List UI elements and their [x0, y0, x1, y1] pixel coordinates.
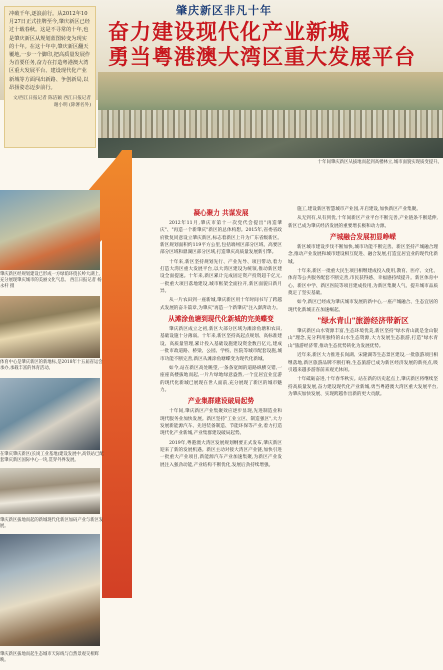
- article-column-2: [288, 206, 438, 400]
- article-paragraph: 十年间,肇庆新区产业集聚效应逐步显现,先进制造业和现代服务业加快发展。新区坚持"工业立区、制造强区",大力发展新能源汽车、先进装备制造、节能环保等产业,着力打造现代化产业新城,产业集群建设破局起势。: [160, 409, 282, 437]
- photo-caption-5: 肇庆新区拔地而起生态城市天际线与自然景观交相辉映。: [0, 652, 99, 663]
- photo-caption-4: 肇庆新区拔地而起的新城现代化新区加码产业与新区发展。: [0, 518, 104, 529]
- section-subheading: 凝心聚力 共谋发展: [193, 209, 249, 217]
- article-paragraph: 2012年11月,肇庆市第十一次党代会提出"再造肇庆"、"再造一个新肇庆"新区的总体构想。2015年,省委省政府批复同意设立肇庆新区,标志着新区上升为广东省级新区。新区规划面积约119平方公里,包括端州区部分区域、高要区部分区域和鼎湖区部分区域,打造肇庆高质量发展新引擎。: [160, 221, 282, 256]
- section-subheading: 产城融合发展初显峥嵘: [330, 233, 396, 242]
- article-paragraph: 十年砥砺奋进,十年春华秋实。站在新的历史起点上,肇庆新区将继续坚持高质量发展,奋力建设现代化产业新城,勇当粤港澳大湾区重大发展平台,为肇庆加快发展、实现跨越作出新的更大贡献。: [288, 377, 438, 397]
- article-column-1: [160, 206, 282, 471]
- article-paragraph: 肇庆新区山水资源丰富,生态环境优美,新区坚持"绿水青山就是金山银山"理念,充分利用独特的山水生态资源,大力发展生态旅游,打造"绿水青山"旅游经济带,推动生态优势转化为发展优势。: [288, 329, 438, 349]
- article-paragraph: 施工,建设新区智慧城市产业园,开启建设,加快新区产业集聚。: [297, 207, 421, 212]
- city-road: [98, 138, 443, 158]
- article-paragraph: 如今,新区已经成为肇庆城市发展的新中心,一座产城融合、生态宜居的现代化新城正在加速崛起。: [288, 300, 438, 313]
- section-subheading: 产业集群建设破局起势: [188, 397, 254, 406]
- article-paragraph: 2019年,粤港澳大湾区发展规划纲要正式发布,肇庆新区迎来了新的发展机遇。新区主动对接大湾区产业链,加快引进一批重大产业项目,新能源汽车产业加速集聚,为新区产业发展注入强劲动能,产业结构不断优化,发展后劲持续增强。: [160, 440, 282, 468]
- intro-credit: 文/西江日报记者 陈洁颖 西江日报记者 谢小明 (除署名外): [13, 96, 91, 108]
- page-kicker: 肇庆新区非凡十年: [176, 4, 272, 17]
- headline-line-1: 奋力建设现代化产业新城: [108, 19, 350, 44]
- article-paragraph: 从一片农田到一座新城,肇庆新区用十年时间书写了跨越式发展的奋斗篇章,为肇庆"再造一个新肇庆"注入澎湃动力。: [160, 298, 282, 311]
- article-paragraph: 从无到有,从有到优,十年间新区产业平台不断完善,产业链条不断延伸,新区已成为肇庆经济发展的重要增长极和动力源。: [288, 216, 438, 229]
- article-paragraph: 如今,站在新区高处眺望,一条条宽阔的道路纵横交错,一座座高楼拔地而起,一片片绿地绿意盎然,一个宜居宜业宜游的现代化新城已展现在世人面前,充分展现了新区的城市魅力。: [160, 365, 282, 393]
- city-panorama-photo: [98, 72, 443, 158]
- intro-box: [4, 6, 96, 148]
- section-subheading: "绿水青山"旅游经济带新区: [317, 316, 409, 326]
- panorama-caption: 十年间肇庆新区从拔地而起到高楼林立,城市面貌实现质变提升。: [317, 160, 442, 165]
- left-photo-5: [0, 534, 100, 646]
- left-photo-3: [0, 378, 100, 450]
- article-paragraph: 十年来,新区坚持规划先行、产业先导、项目带动,着力打造大湾区重大发展平台,以大湾区建设为统领,推动新区建设全面提速。十年来,新区累计完成固定资产投资超千亿元,一批重大项目落地建设,城市框架全面拉开,新区面貌日新月异。: [160, 259, 282, 295]
- headline-line-2: 勇当粤港澳大湾区重大发展平台: [108, 44, 416, 69]
- left-photo-2: [0, 296, 100, 358]
- left-photo-1: [0, 190, 100, 270]
- article-paragraph: 肇庆新区成立之初,新区大部分区域为滩涂鱼塘和农田,基础设施十分薄弱。十年来,新区坚持高起点规划、高标准建设、高质量管理,累计投入基础设施建设资金数百亿元,建成一批市政道路、桥梁、公园、学校、医院等城市配套设施,城市功能不断完善,新区从滩涂鱼塘蝶变为现代化新城。: [160, 327, 282, 362]
- article-paragraph: 新区城市建设步伐不断加快,城市功能不断完善。新区坚持产城融合理念,推动产业发展和城市建设相互促进、融合发展,打造宜居宜业的现代化新城。: [288, 245, 438, 265]
- photo-caption-1: 肇庆新区经规划建设已形成一方绿荫环绕长岭大湖上,充分展现肇庆城市的美丽文化气息。 西江日报记者 杨永杆 摄: [0, 272, 102, 289]
- photo-caption-2: 体育中心是肇庆新区的新地标,是2018年十五届省运会承办,承载丰富的体育活动。: [0, 360, 103, 371]
- section-subheading: 从滩涂鱼塘到现代化新城的完美蝶变: [168, 315, 274, 324]
- intro-text: 冲破千年,逐浪前行。从2012年10月27日正式挂牌至今,肇庆新区已经过十载春秋。这是不寻常的十年,也是肇庆新区从规划蓝图转变为现实的十年。在这十年中,肇庆新区翻天覆地,一步一个脚印,把高质量发展作为首要任务,奋力在打造粤港澳大湾区重大发展平台、建设现代化产业新城等方面闯出新路、争创新局,以昂扬姿态迈步前行。: [9, 11, 91, 91]
- article-paragraph: 十年来,新区一批重大民生项目相继建成投入使用,教育、医疗、文化、体育等公共服务配套不断完善,市民获得感、幸福感持续提升。新区体育中心、新区中学、新区医院等项目建成投用,为新区集聚人气、提升城市品质奠定了坚实基础。: [288, 269, 438, 297]
- photo-caption-3: 在肇庆肇庆新区(长岗工业基地)建设发展中,高铁站已配套肇庆新区国际中心一块,贯穿外界发展。: [0, 452, 104, 463]
- article-paragraph: 近年来,新区大力推进长岗湖、宋隆湖等生态景区建设,一批旅游项目相继落地,新区旅游品牌不断打响,生态旅游已成为新区经济发展的新亮点,吸引越来越多游客前来观光休闲。: [288, 353, 438, 373]
- left-photo-4: [0, 468, 100, 514]
- city-skyline: [98, 110, 443, 140]
